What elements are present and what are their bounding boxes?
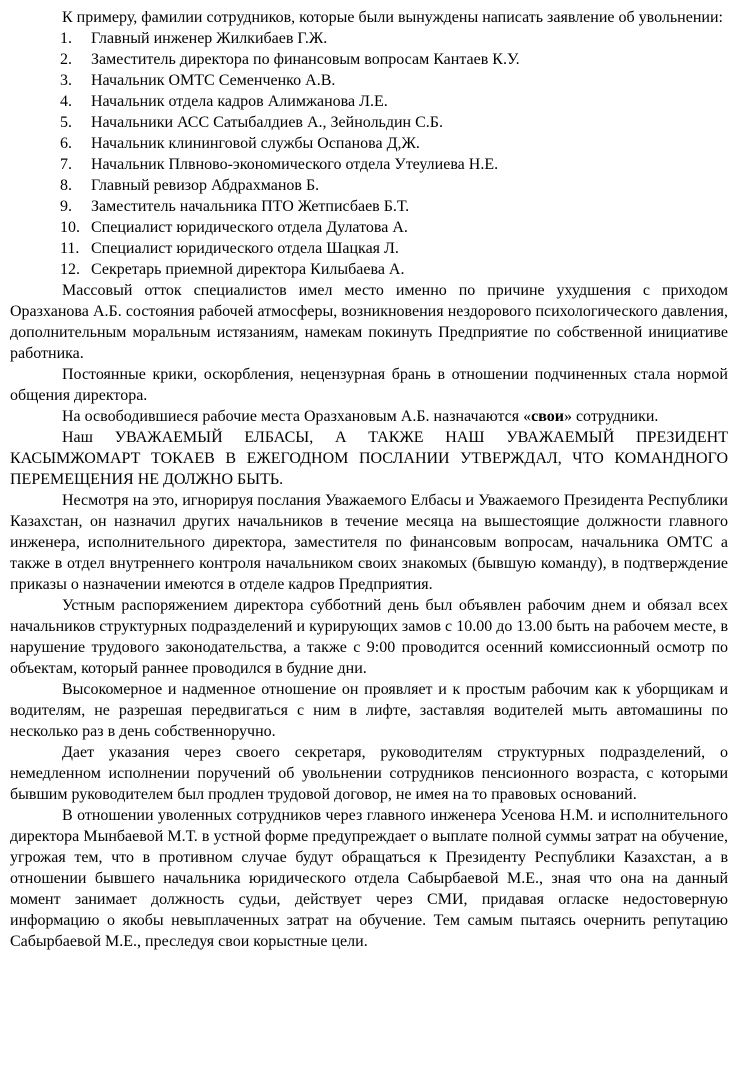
list-item-number: 10. (60, 219, 80, 236)
list-item-number: 3. (60, 72, 72, 89)
list-item-text: Начальник Плвново-экономического отдела Утеулиева Н.Е. (91, 156, 499, 173)
body-paragraph (10, 679, 728, 742)
list-item-number: 9. (60, 198, 72, 215)
text-run: Массовый отток специалистов имел место именно по причине ухудшения с приходом Оразханова А.Б. состояния рабочей атмосферы, возникновения нездорового психологического давления, дополнительным моральным истязаниям, намекам покинуть Предприятие по собственной инициативе работника. (10, 282, 728, 362)
list-item (10, 28, 728, 49)
text-run: К примеру, фамилии сотрудников, которые были вынуждены написать заявление об увольнении: (62, 9, 723, 26)
list-item (10, 259, 728, 280)
list-item-number: 6. (60, 135, 72, 152)
list-item-text: Заместитель начальника ПТО Жетписбаев Б.Т. (91, 198, 410, 215)
list-item-text: Секретарь приемной директора Килыбаева А. (91, 261, 405, 278)
text-run: Постоянные крики, оскорбления, нецензурная брань в отношении подчиненных стала нормой общения директора. (10, 366, 728, 404)
body-paragraph (10, 805, 728, 952)
list-item-text: Главный ревизор Абдрахманов Б. (91, 177, 320, 194)
list-item-text: Начальник клининговой службы Оспанова Д,Ж. (91, 135, 420, 152)
text-run: » сотрудники. (563, 408, 659, 425)
list-item-text: Специалист юридического отдела Шацкая Л. (91, 240, 399, 257)
list-item (10, 49, 728, 70)
list-item (10, 70, 728, 91)
list-item (10, 175, 728, 196)
list-item-text: Начальники АСС Сатыбалдиев А., Зейнольдин С.Б. (91, 114, 443, 131)
text-run: Наш УВАЖАЕМЫЙ ЕЛБАСЫ, А ТАКЖЕ НАШ УВАЖАЕМЫЙ ПРЕЗИДЕНТ КАСЫМЖОМАРТ ТОКАЕВ В ЕЖЕГОДНОМ ПОСЛАНИИ УТВЕРЖДАЛ, ЧТО КОМАНДНОГО ПЕРЕМЕЩЕНИЯ НЕ ДОЛЖНО БЫТЬ. (10, 429, 728, 488)
intro-paragraph (10, 7, 728, 28)
list-item-text: Специалист юридического отдела Дулатова А. (91, 219, 408, 236)
body-paragraph (10, 742, 728, 805)
bold-text-run: свои (531, 408, 564, 425)
body-paragraph (10, 364, 728, 406)
body-paragraph (10, 595, 728, 679)
body-paragraph (10, 490, 728, 595)
list-item-number: 11. (60, 240, 80, 257)
list-item-text: Начальник ОМТС Семенченко А.В. (91, 72, 336, 89)
list-item-number: 12. (60, 261, 80, 278)
text-run: В отношении уволенных сотрудников через главного инженера Усенова Н.М. и исполнительного директора Мынбаевой М.Т. в устной форме предупреждает о выплате полной суммы затрат на обучение, угрожая тем, что в противном случае будут обращаться к Президенту Республики Казахстан, а в отношении бывшего начальника юридического отдела Сабырбаевой М.Е., зная что она на данный момент занимает должность судьи, действует через СМИ, придавая огласке недостоверную информацию о якобы невыплаченных затрат на обучение. Тем самым пытаясь очернить репутацию Сабырбаевой М.Е., преследуя свои корыстные цели. (10, 807, 728, 950)
list-item (10, 238, 728, 259)
body-paragraphs (10, 280, 728, 952)
list-item (10, 154, 728, 175)
list-item-number: 1. (60, 30, 72, 47)
list-item-number: 7. (60, 156, 72, 173)
text-run: Устным распоряжением директора субботний день был объявлен рабочим днем и обязал всех начальников структурных подразделений и курирующих замов с 10.00 до 13.00 быть на рабочем месте, в нарушение трудового законодательства, а также с 9:00 проводится осенний комиссионный осмотр по объектам, который раннее проводился в будние дни. (10, 597, 728, 677)
list-item (10, 196, 728, 217)
list-item (10, 133, 728, 154)
list-item-text: Главный инженер Жилкибаев Г.Ж. (91, 30, 328, 47)
list-item-number: 5. (60, 114, 72, 131)
list-item (10, 217, 728, 238)
body-paragraph (10, 280, 728, 364)
text-run: Несмотря на это, игнорируя послания Уважаемого Елбасы и Уважаемого Президента Республики Казахстан, он назначил других начальников в течение месяца на вышестоящие должности главного инженера, исполнительного директора, заместителя по финансовым вопросам, начальника ОМТС а также в отдел внутреннего контроля начальником своих знакомых (бывшую команду), в подтверждение приказы о назначении имеются в отделе кадров Предприятия. (10, 492, 728, 593)
list-item-number: 8. (60, 177, 72, 194)
list-item (10, 91, 728, 112)
body-paragraph (10, 406, 728, 427)
body-paragraph (10, 427, 728, 490)
list-item-number: 4. (60, 93, 72, 110)
text-run: Дает указания через своего секретаря, руководителям структурных подразделений, о немедленном исполнении поручений об увольнении сотрудников пенсионного возраста, с которыми бывшим руководителем был продлен трудовой договор, не имея на то правовых оснований. (10, 744, 728, 803)
list-item-text: Начальник отдела кадров Алимжанова Л.Е. (91, 93, 388, 110)
text-run: На освободившиеся рабочие места Оразхановым А.Б. назначаются « (62, 408, 532, 425)
list-item-text: Заместитель директора по финансовым вопросам Кантаев К.У. (91, 51, 520, 68)
list-item-number: 2. (60, 51, 72, 68)
list-item (10, 112, 728, 133)
employee-list (10, 28, 728, 280)
text-run: Высокомерное и надменное отношение он проявляет и к простым рабочим как к уборщикам и водителям, не разрешая передвигаться с ним в лифте, заставляя водителей мыть автомашины по несколько раз в день собственноручно. (10, 681, 728, 740)
